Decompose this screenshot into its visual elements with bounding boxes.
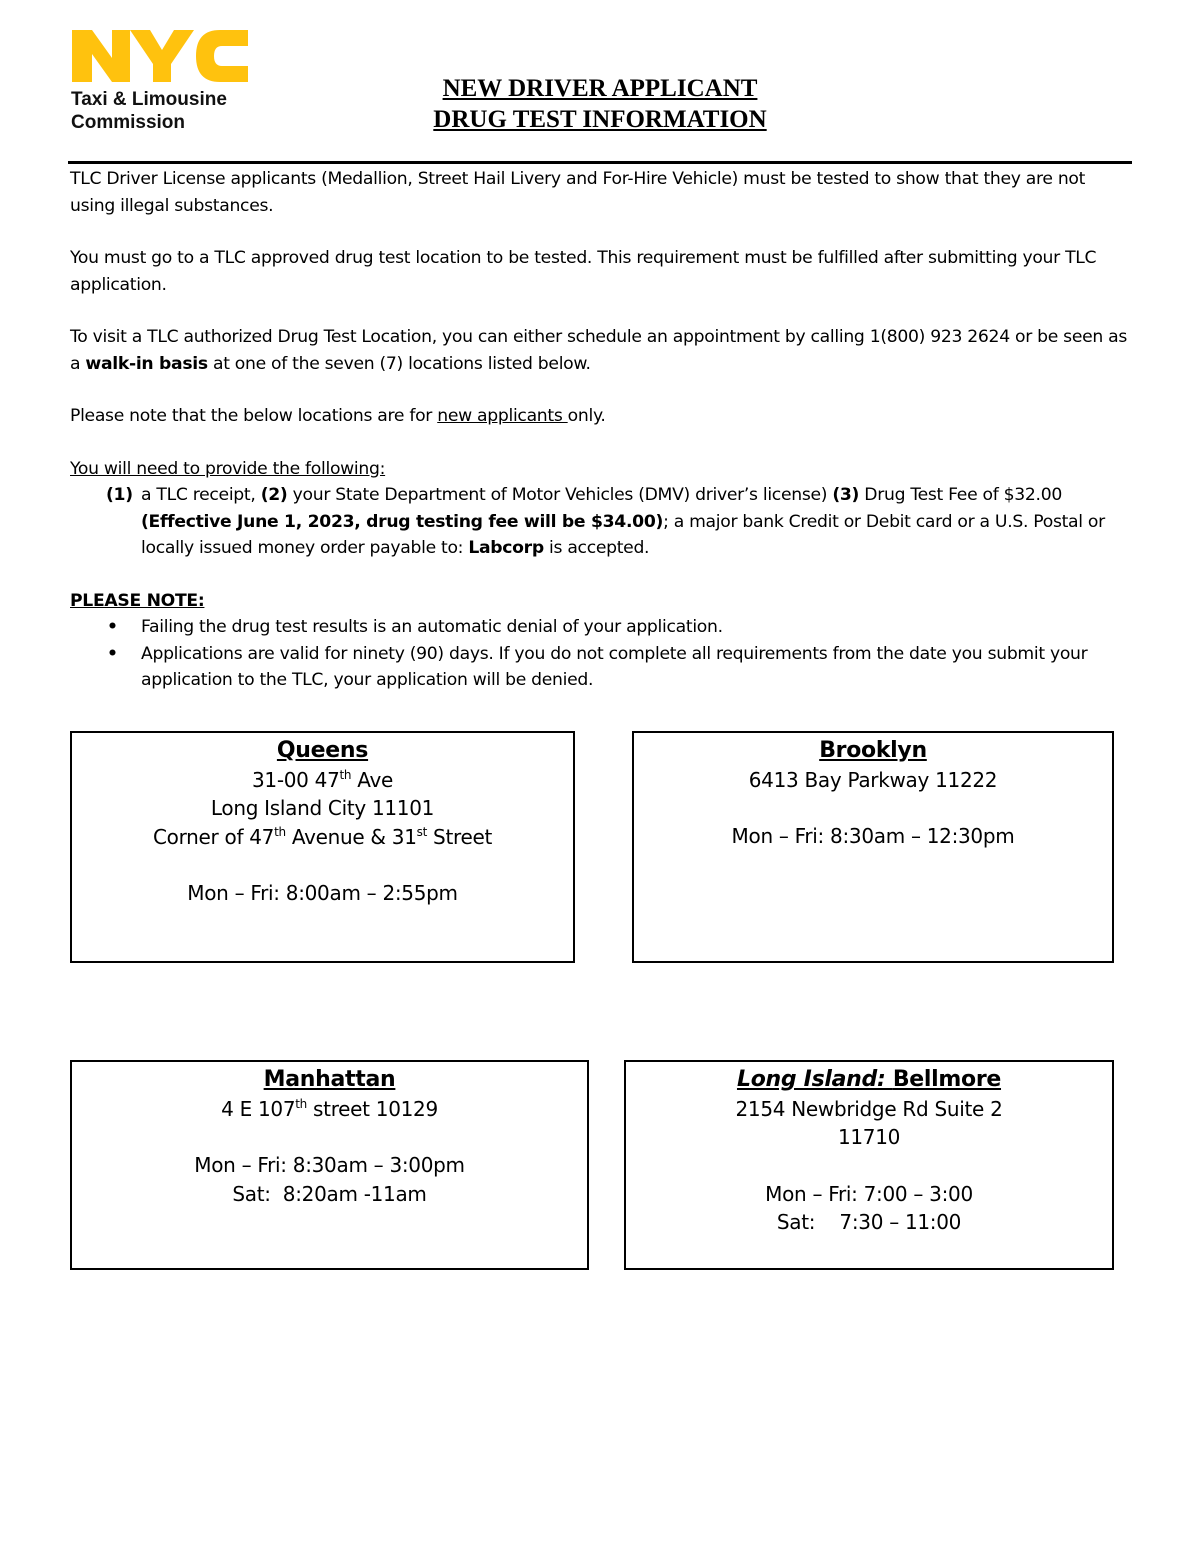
- location-address-1: 2154 Newbridge Rd Suite 2: [735, 1096, 1003, 1121]
- location-region: Long Island:: [736, 1067, 886, 1092]
- location-hours-saturday: Sat: 8:20am -11am: [232, 1181, 427, 1206]
- addr-part: Corner of 47: [152, 824, 275, 849]
- req-text-4: ; a major bank Credit or Debit card or a U.S. Postal or locally issued money order payable to:: [141, 511, 1105, 558]
- spacer: [72, 851, 573, 879]
- addr-part: Ave: [351, 767, 394, 792]
- header-divider: [68, 161, 1132, 164]
- location-address-2: 11710: [837, 1125, 901, 1149]
- agency-line-2: Commission: [71, 112, 186, 133]
- req-num-2: (2): [260, 485, 288, 505]
- location-address-1: 6413 Bay Parkway 11222: [748, 767, 998, 792]
- agency-line-1: Taxi & Limousine: [71, 89, 227, 110]
- req-text-1: a TLC receipt,: [141, 485, 261, 505]
- location-name: Queens: [276, 738, 369, 763]
- location-town: Bellmore: [892, 1067, 1002, 1092]
- ordinal-suffix: st: [416, 824, 427, 839]
- walk-in-basis: walk-in basis: [85, 353, 208, 374]
- addr-part: street 10129: [306, 1096, 438, 1121]
- spacer: [72, 1123, 587, 1151]
- page-title: [0, 73, 1200, 135]
- intro-paragraph-4: [70, 403, 1132, 430]
- location-hours-weekday: Mon – Fri: 8:30am – 3:00pm: [194, 1153, 465, 1177]
- requirements-heading: You will need to provide the following:: [70, 458, 386, 479]
- notes-heading: PLEASE NOTE:: [70, 590, 205, 611]
- p3-text-b: at one of the seven (7) locations listed below.: [207, 353, 591, 374]
- ordinal-suffix: th: [295, 1096, 307, 1111]
- title-line-1: NEW DRIVER APPLICANT: [442, 75, 758, 102]
- fee-notice: (Effective June 1, 2023, drug testing fee will be $34.00): [141, 511, 664, 532]
- location-box-queens: [70, 731, 575, 963]
- location-hours: Mon – Fri: 8:00am – 2:55pm: [187, 881, 458, 905]
- intro-paragraph-2: You must go to a TLC approved drug test location to be tested. This requirement must be fulfilled after submitting your TLC application.: [70, 248, 1097, 295]
- p4-text-a: Please note that the below locations are for: [70, 406, 438, 426]
- document-body: [70, 166, 1132, 694]
- req-num-3: (3): [832, 485, 860, 505]
- list-item: [70, 614, 1132, 641]
- addr-part: 4 E 107: [221, 1096, 296, 1121]
- location-box-brooklyn: [632, 731, 1114, 963]
- addr-part: 31-00 47: [251, 767, 340, 792]
- p3-text-a: To visit a TLC authorized Drug Test Location, you can either schedule an appointment by calling 1(800) 923 2624 or be seen as a: [70, 327, 1128, 374]
- ordinal-suffix: th: [274, 824, 286, 839]
- location-hours-saturday: Sat: 7:30 – 11:00: [776, 1210, 962, 1234]
- list-item: [70, 641, 1132, 694]
- location-box-bellmore: [624, 1060, 1114, 1270]
- location-address-3: [72, 823, 573, 852]
- spacer: [626, 1152, 1112, 1180]
- note-text: Applications are valid for ninety (90) days. If you do not complete all requirements from the date you submit your application to the TLC, your application will be denied.: [141, 643, 1088, 690]
- list-marker: (1): [106, 485, 133, 505]
- note-text: Failing the drug test results is an automatic denial of your application.: [141, 617, 723, 637]
- req-text-5: is accepted.: [543, 538, 650, 558]
- location-address-1: [72, 766, 573, 795]
- bullet-icon: •: [107, 643, 118, 664]
- location-name: Brooklyn: [819, 738, 927, 763]
- new-applicants: new applicants: [437, 406, 568, 426]
- bullet-icon: •: [107, 617, 118, 637]
- ordinal-suffix: th: [339, 767, 352, 782]
- addr-part: Street: [427, 824, 493, 849]
- req-text-2: your State Department of Motor Vehicles (DMV) driver’s license): [287, 485, 833, 505]
- notes-list: [70, 614, 1132, 694]
- payee-name: Labcorp: [468, 538, 544, 558]
- intro-paragraph-1: TLC Driver License applicants (Medallion, Street Hail Livery and For-Hire Vehicle) must be tested to show that they are not using illegal substances.: [70, 169, 1086, 216]
- location-name: Manhattan: [263, 1067, 396, 1092]
- location-hours: Mon – Fri: 8:30am – 12:30pm: [731, 824, 1015, 848]
- spacer: [634, 794, 1112, 822]
- addr-part: Avenue & 31: [285, 824, 417, 849]
- location-name: [626, 1066, 1112, 1095]
- title-line-2: DRUG TEST INFORMATION: [433, 106, 767, 133]
- location-address-1: [72, 1095, 587, 1124]
- location-box-manhattan: [70, 1060, 589, 1270]
- location-address-2: Long Island City 11101: [210, 796, 435, 820]
- location-hours-weekday: Mon – Fri: 7:00 – 3:00: [765, 1181, 973, 1206]
- requirements-list: [70, 482, 1132, 562]
- p4-text-b: only.: [567, 406, 606, 426]
- req-text-3: Drug Test Fee of $32.00: [859, 485, 1062, 505]
- intro-paragraph-3: [70, 324, 1132, 377]
- list-item: [70, 482, 1132, 562]
